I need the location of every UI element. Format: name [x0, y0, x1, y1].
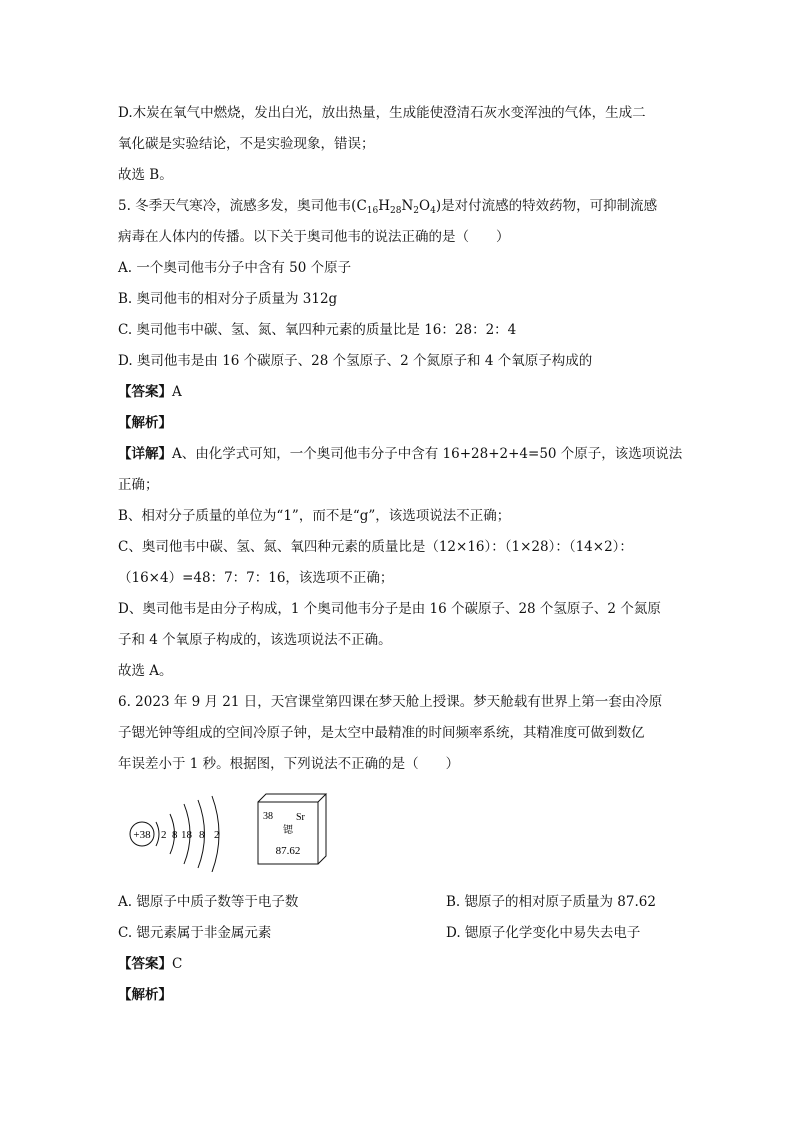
- element-name: 锶: [283, 825, 293, 836]
- q5-answer-value: A: [172, 384, 182, 400]
- formula-h-letter: H: [378, 198, 391, 214]
- q5-detail-a-text: A、由化学式可知，一个奥司他韦分子中含有 16+28+2+4=50 个原子，该选项说法: [172, 446, 683, 462]
- q5-choose: 故选 A。: [118, 663, 173, 679]
- element-cell-side: [318, 794, 326, 864]
- q6-option-b: B. 锶原子的相对原子质量为 87.62: [446, 894, 656, 910]
- q5-analysis-label: 【解析】: [118, 415, 172, 431]
- q5-stem-prefix: 5. 冬季天气寒冷，流感多发，奥司他韦(C: [118, 198, 367, 214]
- q6-stem-line3: 年误差小于 1 秒。根据图，下列说法不正确的是（ ）: [118, 756, 460, 772]
- q5-detail-c-line2: （16×4）=48：7：7：16，该选项不正确；: [118, 570, 394, 586]
- shell-electrons-4: 8: [199, 829, 205, 841]
- prev-option-d-line2: 氧化碳是实验结论，不是实验现象，错误；: [118, 136, 375, 152]
- q6-stem-line2: 子锶光钟等组成的空间冷原子钟，是太空中最精准的时间频率系统，其精准度可做到数亿: [118, 725, 645, 741]
- formula-c-count: 16: [366, 206, 379, 216]
- q5-answer: [118, 383, 182, 401]
- atomic-number: 38: [263, 811, 273, 822]
- prev-option-d-line1: D.木炭在氧气中燃烧，发出白光，放出热量，生成能使澄清石灰水变浑浊的气体，生成二: [118, 105, 646, 121]
- q6-answer: [118, 955, 182, 973]
- shell-electrons-5: 2: [214, 829, 220, 841]
- prev-choose: 故选 B。: [118, 167, 173, 183]
- q5-detail-b: B、相对分子质量的单位为“1”，而不是“g”，该选项说法不正确；: [118, 508, 511, 524]
- formula-n-letter: N: [401, 198, 414, 214]
- element-cell-diagram: [258, 794, 326, 864]
- shell-electrons-3: 18: [181, 829, 192, 841]
- q5-option-b: B. 奥司他韦的相对分子质量为 312g: [118, 291, 338, 307]
- q5-detail-label: 【详解】: [118, 446, 172, 462]
- q5-detail-a-line2: 正确；: [118, 477, 159, 493]
- q6-option-a: A. 锶原子中质子数等于电子数: [118, 894, 299, 910]
- atom-structure-diagram: [130, 796, 220, 872]
- q6-answer-value: C: [172, 956, 183, 972]
- element-cell-top: [258, 794, 326, 802]
- atomic-mass: 87.62: [275, 845, 301, 857]
- q6-answer-label: 【答案】: [118, 956, 172, 972]
- q5-option-d: D. 奥司他韦是由 16 个碳原子、28 个氢原子、2 个氮原子和 4 个氧原子构成的: [118, 353, 593, 369]
- shell-arc-1: [156, 822, 159, 846]
- formula-h-count: 28: [390, 206, 402, 216]
- q5-option-c: C. 奥司他韦中碳、氢、氮、氧四种元素的质量比是 16：28：2：4: [118, 322, 517, 338]
- q5-stem-suffix: )是对付流感的特效药物，可抑制流感: [435, 198, 658, 214]
- shell-electrons-1: 2: [161, 829, 167, 841]
- formula-n-count: 2: [413, 206, 420, 216]
- q6-stem-line1: 6. 2023 年 9 月 21 日，天宫课堂第四课在梦天舱上授课。梦天舱载有世界上第一套由冷原: [118, 694, 663, 710]
- formula-o-letter: O: [419, 198, 431, 214]
- q5-detail-a-line1: [118, 445, 682, 463]
- shell-electrons-2: 8: [172, 829, 178, 841]
- nucleus-charge: +38: [133, 829, 151, 841]
- q5-stem-line2: 病毒在人体内的传播。以下关于奥司他韦的说法正确的是（ ）: [118, 229, 510, 245]
- q5-detail-d-line2: 子和 4 个氧原子构成的，该选项说法不正确。: [118, 632, 392, 648]
- q5-detail-d-line1: D、奥司他韦是由分子构成，1 个奥司他韦分子是由 16 个碳原子、28 个氢原子、2 个氮原: [118, 601, 661, 617]
- q6-option-d: D. 锶原子化学变化中易失去电子: [446, 925, 641, 941]
- q5-stem-line1: [118, 197, 657, 215]
- q5-option-a: A. 一个奥司他韦分子中含有 50 个原子: [118, 260, 352, 276]
- strontium-figure: [126, 782, 336, 872]
- q5-answer-label: 【答案】: [118, 384, 172, 400]
- element-symbol: Sr: [296, 812, 305, 823]
- q6-analysis-label: 【解析】: [118, 987, 172, 1003]
- q6-option-c: C. 锶元素属于非金属元素: [118, 925, 272, 941]
- formula-o-count: 4: [430, 206, 436, 216]
- q5-detail-c-line1: C、奥司他韦中碳、氢、氮、氧四种元素的质量比是（12×16）：（1×28）：（14×2）：: [118, 539, 633, 555]
